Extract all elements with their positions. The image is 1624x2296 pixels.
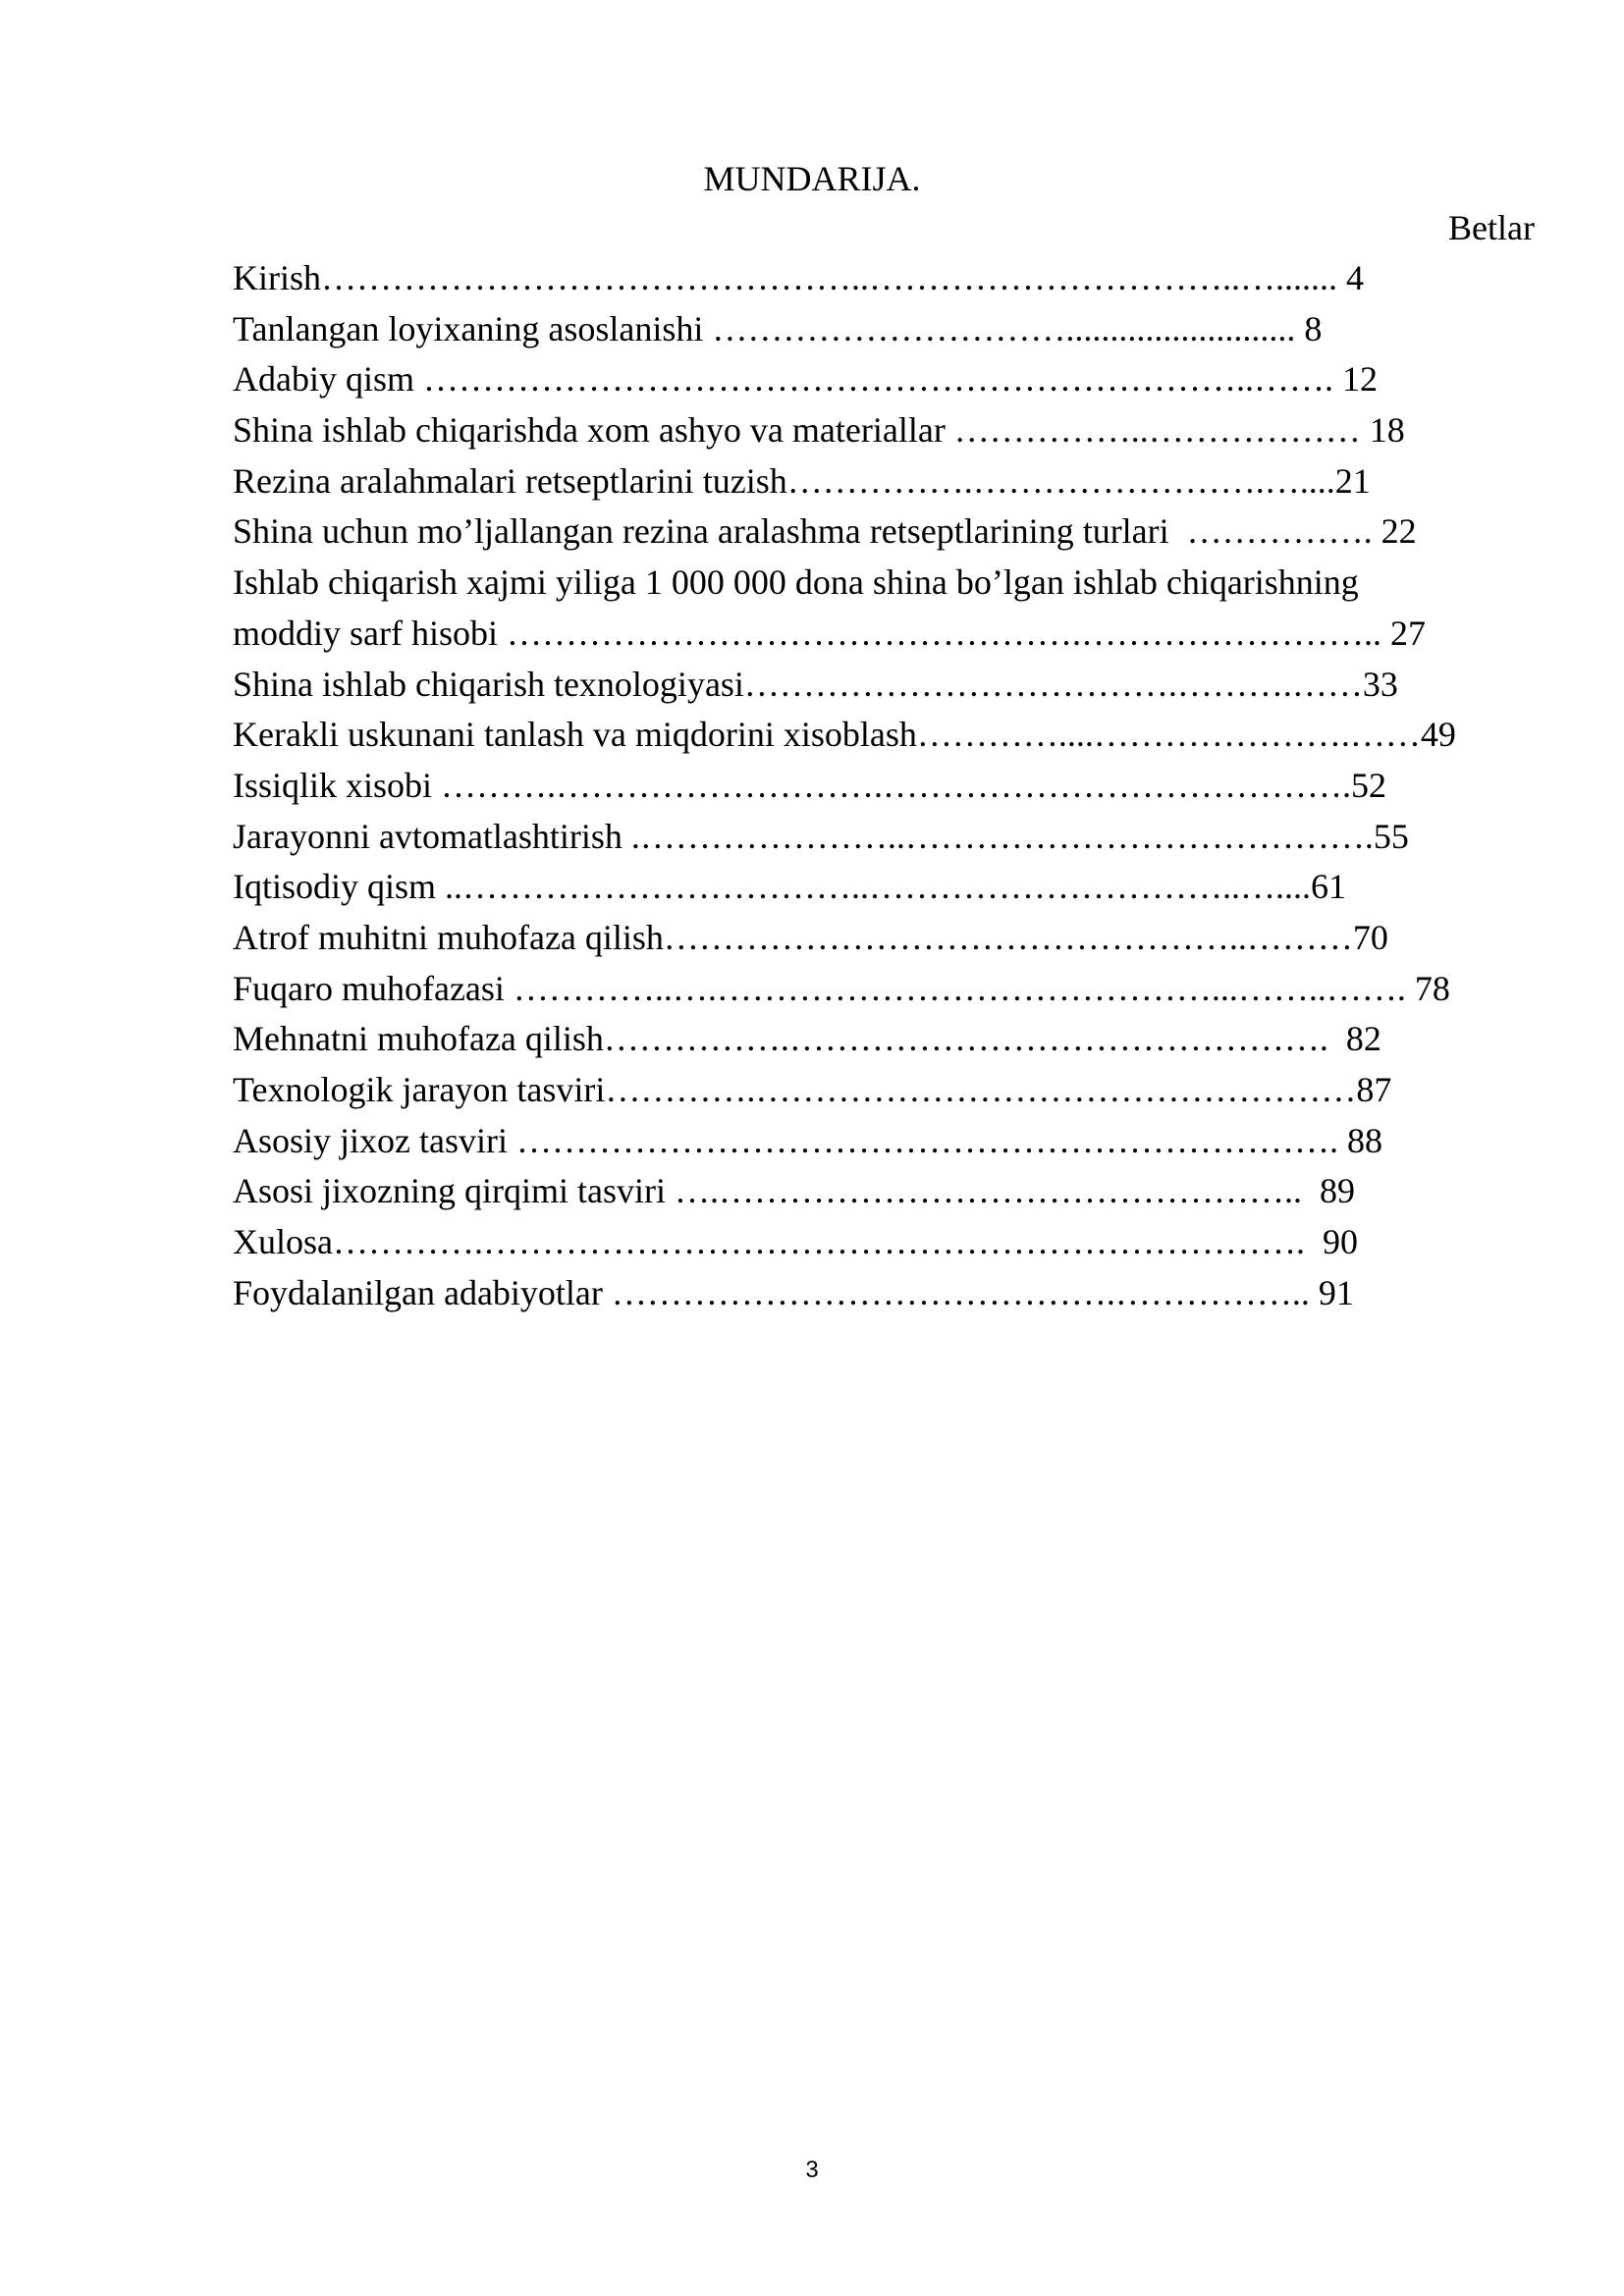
table-of-contents [233,253,1539,1318]
toc-entry-automation: Jarayonni avtomatlashtirish .…………………..………………………………….55 [233,816,1409,856]
toc-entry-recipe-types: Shina uchun mo’ljallangan rezina aralashma retseptlarining turlari ……………. 22 [233,511,1417,552]
toc-entry-literature: Adabiy qism ……………………………………………………………..……. 12 [233,359,1378,400]
toc-entry-rubber-recipes: Rezina aralahmalari retseptlarini tuzish…………….…………………….…....21 [233,460,1371,501]
toc-entry-technology: Shina ishlab chiqarish texnologiyasi……………………………….……….……33 [233,664,1398,704]
page-number: 3 [805,2157,819,2183]
toc-entry-material-consumption-line1: Ishlab chiqarish xajmi yiliga 1 000 000 dona shina bo’lgan ishlab chiqarishning [233,562,1359,603]
page-title: MUNDARIJA. [703,159,921,198]
toc-entry-civil-defense: Fuqaro muhofazasi …………..….……………………………………...……..……. 78 [233,968,1450,1008]
toc-entry-labor-safety: Mehnatni muhofaza qilish…………….………………………………………. 82 [233,1019,1381,1059]
toc-entry-process-drawing: Texnologik jarayon tasviri………….……………………………………………87 [233,1070,1392,1109]
toc-entry-heat-calc: Issiqlik xisobi ……….……………………….………………………………….52 [233,765,1387,805]
toc-entry-economics: Iqtisodiy qism ..……………………………..…………………………..…....61 [233,867,1347,907]
toc-entry-environment: Atrof muhitni muhofaza qilish…………………………………………..………70 [233,917,1388,957]
toc-entry-equipment-section-drawing: Asosi jixozning qirqimi tasviri ….………………………………………….. 89 [233,1171,1355,1211]
toc-entry-references: Foydalanilgan adabiyotlar …………………………………….…………….. 91 [233,1272,1354,1312]
toc-entry-conclusion: Xulosa………….……………………………………………………………. 90 [233,1222,1358,1262]
toc-entry-equipment: Kerakli uskunani tanlash va miqdorini xisoblash…………....………………….……49 [233,715,1456,755]
toc-entry-project-justification: Tanlangan loyixaning asoslanishi ………………………….......................... 8 [233,308,1323,348]
toc-entry-main-equipment-drawing: Asosiy jixoz tasviri ……………………………………………………………. 88 [233,1120,1382,1160]
toc-entry-material-consumption-line2: moddiy sarf hisobi ………………………………………….…………………….. 27 [233,613,1426,653]
pages-column-label: Betlar [1448,208,1535,247]
toc-entry-raw-materials: Shina ishlab chiqarishda xom ashyo va materiallar ……………..……………… 18 [233,410,1405,451]
toc-entry-introduction: Kirish………………………………………..…………………………..…....... 4 [233,258,1364,297]
